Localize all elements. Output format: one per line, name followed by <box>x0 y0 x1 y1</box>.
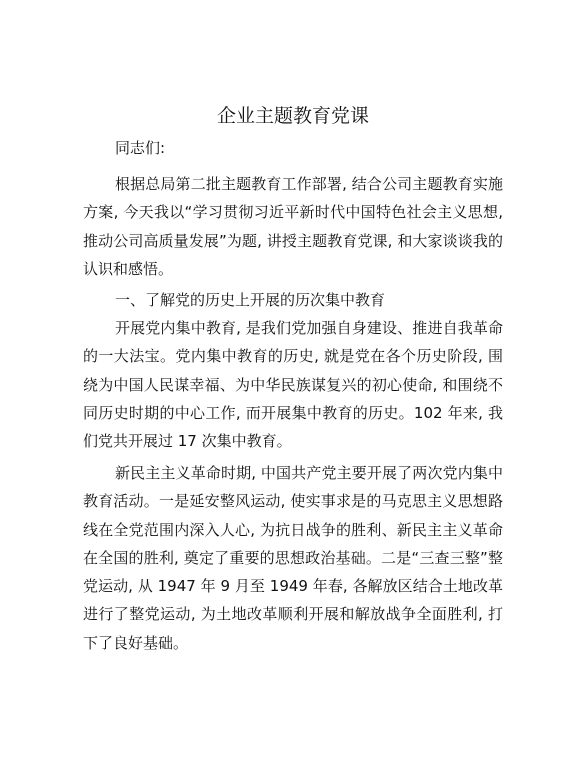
paragraph-history: 开展党内集中教育, 是我们党加强自身建设、推进自我革命的一大法宝。党内集中教育的历史, 就是党在各个历史阶段, 围绕为中国人民谋幸福、为中华民族谋复兴的初心使命, 和围绕不同历史时期的中心工作, 而开展集中教育的历史。102 年来, 我们党共开展过 17 次集中教育。 <box>83 319 503 451</box>
salutation: 同志们: <box>115 139 166 157</box>
section-heading: 一、了解党的历史上开展的历次集中教育 <box>115 291 386 309</box>
paragraph-new-democratic-revolution: 新民主主义革命时期, 中国共产党主要开展了两次党内集中教育活动。一是延安整风运动, 使实事求是的马克思主义思想路线在全党范围内深入人心, 为抗日战争的胜利、新民主主义革命在全国的胜利, 奠定了重要的思想政治基础。二是“三查三整”整党运动, 从 1947 年 9 月至 1949 年春, 各解放区结合土地改革进行了整党运动, 为土地改革顺利开展和解放战争全面胜利, 打下了良好基础。 <box>83 464 503 652</box>
paragraph-intro: 根据总局第二批主题教育工作部署, 结合公司主题教育实施方案, 今天我以“学习贯彻习近平新时代中国特色社会主义思想, 推动公司高质量发展”为题, 讲授主题教育党课, 和大家谈谈我的认识和感悟。 <box>83 175 503 278</box>
document-title: 企业主题教育党课 <box>216 105 369 127</box>
